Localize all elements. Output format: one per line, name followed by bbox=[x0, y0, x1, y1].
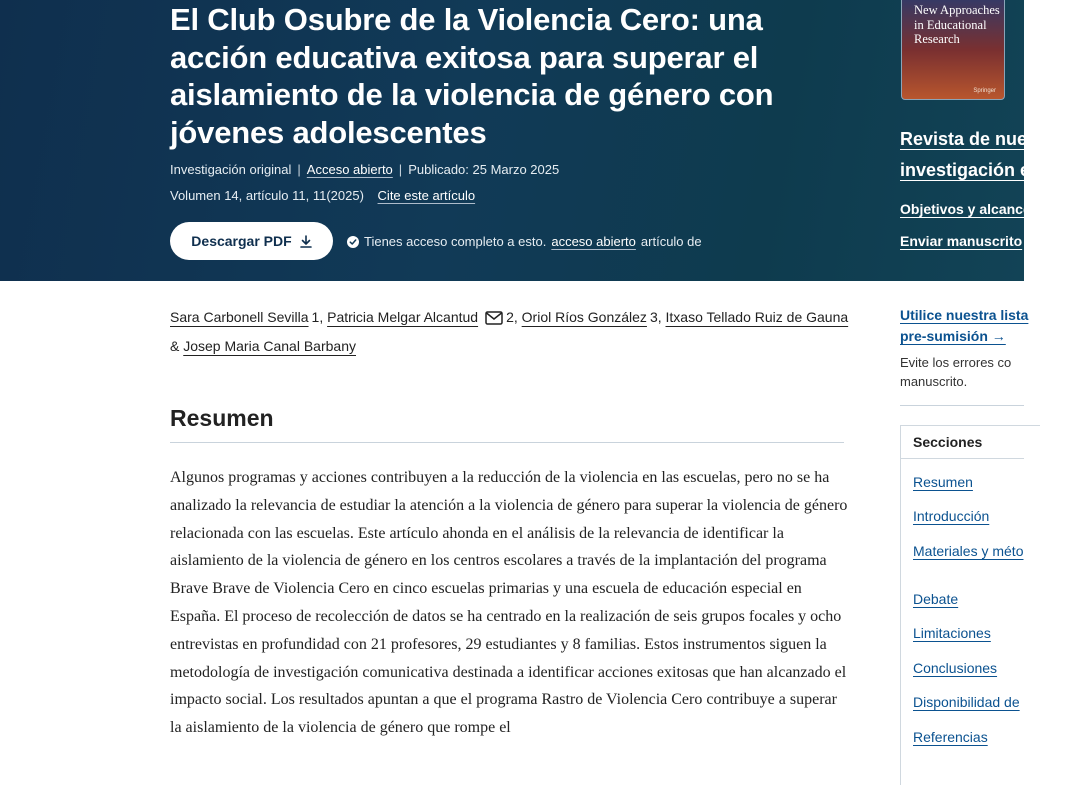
section-link-referencias[interactable]: Referencias bbox=[913, 729, 988, 745]
checklist-link-line-1: Utilice nuestra lista bbox=[900, 307, 1029, 323]
author-link[interactable]: Patricia Melgar Alcantud bbox=[327, 309, 479, 325]
sections-heading-divider bbox=[901, 458, 1024, 459]
checklist-description bbox=[900, 353, 1040, 391]
author-list: Sara Carbonell Sevilla 1, Patricia Melgar Alcantud 2, Oriol Ríos González 3, Itxaso Tellado Ruiz de Gauna & Josep Maria Canal Barbany bbox=[170, 309, 849, 354]
section-link-materiales[interactable]: Materiales y méto bbox=[913, 543, 1024, 559]
author-link[interactable]: Sara Carbonell Sevilla bbox=[170, 309, 309, 325]
abstract-text: Algunos programas y acciones contribuyen a la reducción de la violencia en las escuelas, pero no se ha analizado la relevancia de estudiar la atención a la violencia de género para superar la violencia de género relacionada con las escuelas. Este artículo ahonda en el análisis de la relevancia de identificar la aislamiento de la violencia de género en los centros escolares a través de la implantación del programa Brave Brave de Violencia Cero en cinco escuelas primarias y una escuela de educación especial en España. El proceso de recolección de datos se ha centrado en la realización de seis grupos focales y ocho entrevistas en profundidad con 21 profesores, 29 estudiantes y 8 familias. Estos instrumentos siguen la metodología de investigación comunicativa destinada a identificar acciones exitosas que han alcanzado el impacto social. Los resultados apuntan a que el programa Rastro de Violencia Cero contribuye a superar la aislamiento de la violencia de género que rompe el bbox=[170, 469, 848, 737]
checklist-desc-line-2: manuscrito. bbox=[900, 374, 968, 389]
access-suffix: artículo de bbox=[640, 234, 702, 249]
sections-heading: Secciones bbox=[913, 434, 983, 450]
publisher-logo: Springer bbox=[973, 88, 996, 94]
checklist-link[interactable] bbox=[900, 305, 1050, 347]
access-open-link[interactable]: acceso abierto bbox=[551, 234, 636, 249]
open-access-link[interactable]: Acceso abierto bbox=[306, 162, 393, 177]
article-meta: Investigación original | Acceso abierto | Publicado: 25 Marzo 2025 bbox=[170, 162, 560, 177]
checklist-link-line-2: pre-sumisión → bbox=[900, 328, 1006, 344]
abstract-heading: Resumen bbox=[170, 405, 844, 443]
journal-title-link[interactable] bbox=[900, 124, 1070, 186]
article-volume-row bbox=[170, 188, 475, 203]
journal-cover-title: New Approaches in Educational Research bbox=[914, 3, 1000, 46]
checklist-desc-line-1: Evite los errores co bbox=[900, 355, 1012, 370]
author-affiliation: 2 bbox=[506, 309, 514, 325]
author-link[interactable]: Itxaso Tellado Ruiz de Gauna bbox=[665, 309, 849, 325]
submit-manuscript-link[interactable]: Enviar manuscrito bbox=[900, 233, 1023, 249]
access-text: Tienes acceso completo a esto. bbox=[364, 234, 547, 249]
sidebar-divider bbox=[900, 405, 1024, 406]
journal-cover[interactable] bbox=[901, 0, 1005, 100]
author-link[interactable]: Oriol Ríos González bbox=[521, 309, 647, 325]
cite-article-link[interactable]: Cite este artículo bbox=[377, 188, 476, 203]
section-link-debate[interactable]: Debate bbox=[913, 591, 959, 607]
access-notice bbox=[347, 234, 702, 249]
section-link-conclusiones[interactable]: Conclusiones bbox=[913, 660, 998, 676]
section-link-resumen[interactable]: Resumen bbox=[913, 474, 973, 490]
article-header bbox=[0, 0, 1059, 281]
section-link-introduccion[interactable]: Introducción bbox=[913, 508, 990, 524]
download-icon bbox=[300, 235, 312, 248]
mail-icon[interactable] bbox=[485, 311, 503, 325]
section-link-limitaciones[interactable]: Limitaciones bbox=[913, 625, 991, 641]
author-affiliation: 1 bbox=[311, 309, 320, 325]
journal-title-line-1: Revista de nuevos bbox=[900, 129, 1059, 149]
article-volume: Volumen 14, artículo 11, 11(2025) bbox=[170, 188, 364, 203]
article-title: El Club Osubre de la Violencia Cero: una acción educativa exitosa para superar el aislamiento de la violencia de género con jóvenes adolescentes bbox=[170, 2, 774, 150]
author-link[interactable]: Josep Maria Canal Barbany bbox=[183, 337, 356, 354]
journal-title-line-2: investigación e bbox=[900, 160, 1031, 180]
author-affiliation: 3 bbox=[649, 309, 658, 325]
published-date: Publicado: 25 Marzo 2025 bbox=[408, 162, 560, 177]
check-circle-icon bbox=[347, 236, 359, 248]
section-link-disponibilidad[interactable]: Disponibilidad de bbox=[913, 694, 1020, 710]
aims-scope-link[interactable]: Objetivos y alcance bbox=[900, 201, 1031, 217]
download-pdf-button[interactable] bbox=[170, 222, 333, 260]
article-type: Investigación original bbox=[170, 162, 292, 177]
download-pdf-label: Descargar PDF bbox=[191, 233, 292, 249]
